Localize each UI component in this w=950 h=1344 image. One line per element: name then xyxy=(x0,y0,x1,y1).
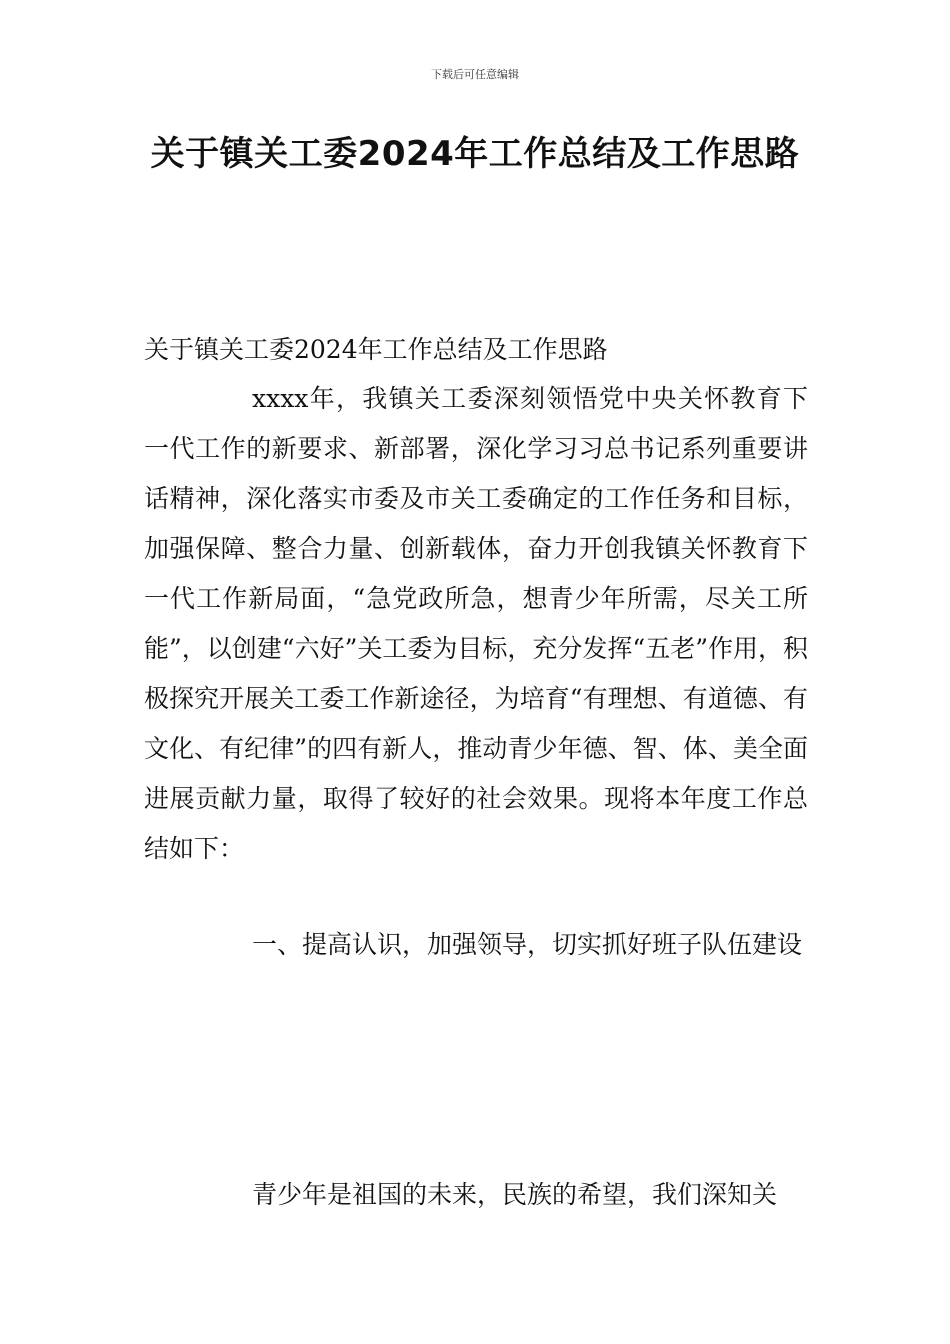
intro-paragraph: xxxx年，我镇关工委深刻领悟党中央关怀教育下一代工作的新要求、新部署，深化学习习总书记系列重要讲话精神，深化落实市委及市关工委确定的工作任务和目标，加强保障、整合力量、创新载体，奋力开创我镇关怀教育下一代工作新局面，“急党政所急，想青少年所需，尽关工所能”，以创建“六好”关工委为目标，充分发挥“五老”作用，积极探究开展关工委工作新途径，为培育“有理想、有道德、有文化、有纪律”的四有新人，推动青少年德、智、体、美全面进展贡献力量，取得了较好的社会效果。现将本年度工作总结如下： xyxy=(144,384,808,863)
header-note: 下载后可任意编辑 xyxy=(431,68,519,81)
document-subtitle: 关于镇关工委2024年工作总结及工作思路 xyxy=(144,335,608,364)
section-heading: 一、提高认识，加强领导，切实抓好班子队伍建设 xyxy=(252,930,803,959)
section-paragraph: 青少年是祖国的未来，民族的希望，我们深知关 xyxy=(252,1180,778,1209)
document-title: 关于镇关工委2024年工作总结及工作思路 xyxy=(150,134,800,174)
